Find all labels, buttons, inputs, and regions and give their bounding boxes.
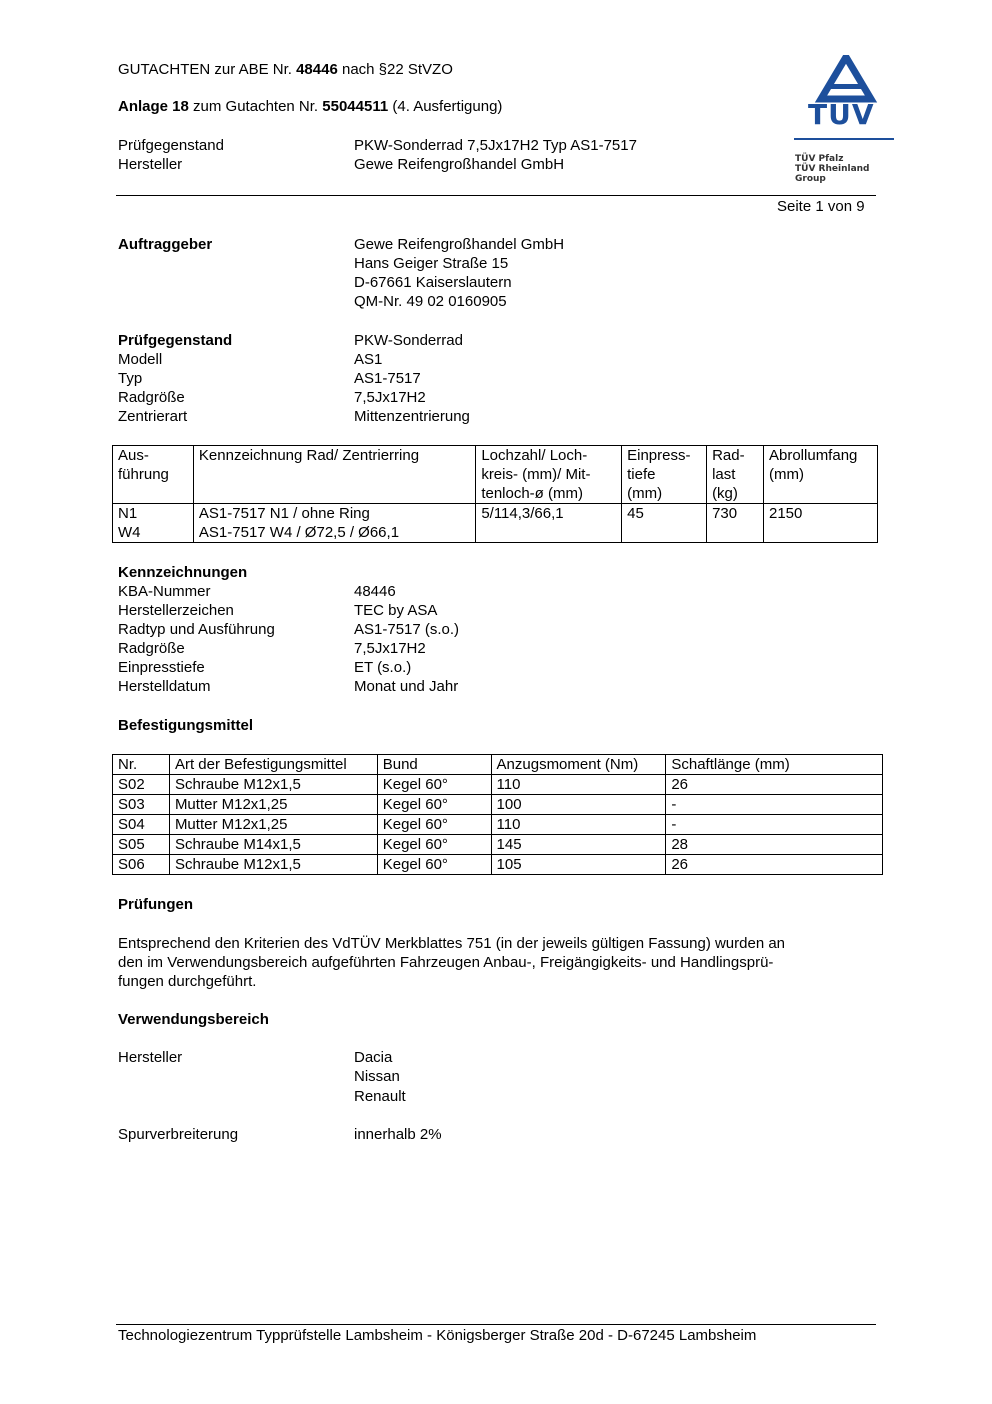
pruefgegenstand-value: PKW-Sonderrad <box>354 332 463 349</box>
table-cell: 110 <box>491 815 666 835</box>
abe-number: 48446 <box>296 61 338 78</box>
anlage-label: Anlage 18 <box>118 98 189 115</box>
hersteller-label: Hersteller <box>118 1049 183 1066</box>
table-cell: 45 <box>622 504 707 543</box>
table-cell: Schraube M12x1,5 <box>169 855 377 875</box>
table-cell: Mutter M12x1,25 <box>169 815 377 835</box>
tuv-pfalz-label: TÜV Pfalz <box>795 154 844 164</box>
paragraph-line: fungen durchgeführt. <box>118 973 257 990</box>
header-label: Prüfgegenstand <box>118 137 224 154</box>
table-cell: Kegel 60° <box>377 855 491 875</box>
table-row <box>113 835 883 855</box>
pruefgegenstand-label: Prüfgegenstand <box>118 332 233 349</box>
paragraph-line: den im Verwendungsbereich aufgeführten Fahrzeugen Anbau-, Freigängigkeits- und Handlingsprü- <box>118 954 774 971</box>
table-cell: - <box>666 815 883 835</box>
column-header: Kennzeichnung Rad/ Zentrierring <box>193 446 475 504</box>
column-header: Art der Befestigungsmittel <box>169 755 377 775</box>
table-row <box>113 775 883 795</box>
table-cell: 730 <box>707 504 764 543</box>
table-cell: Schraube M14x1,5 <box>169 835 377 855</box>
marking-label: Radtyp und Ausführung <box>118 621 275 638</box>
spec-label: Modell <box>118 351 163 368</box>
tuv-logo-rule <box>794 138 894 140</box>
column-header: Lochzahl/ Loch- kreis- (mm)/ Mit- tenloch-ø (mm) <box>476 446 622 504</box>
table-cell: Kegel 60° <box>377 775 491 795</box>
table-row <box>113 855 883 875</box>
pruefungen-paragraph <box>118 934 785 991</box>
table-cell: Schraube M12x1,5 <box>169 775 377 795</box>
spec-value: AS1-7517 <box>354 370 421 387</box>
anlage-mid: zum Gutachten Nr. <box>188 98 323 115</box>
header-rule <box>116 195 876 196</box>
spec-label: Zentrierart <box>118 408 188 425</box>
footer-text: Technologiezentrum Typprüfstelle Lambsheim - Königsberger Straße 20d - D-67245 Lambsheim <box>118 1327 757 1344</box>
header-title-line <box>118 60 453 79</box>
auftraggeber-line: D-67661 Kaiserslautern <box>354 274 512 291</box>
anlage-suffix: (4. Ausfertigung) <box>388 98 503 115</box>
table-row <box>113 795 883 815</box>
manufacturer-item: Dacia <box>354 1049 393 1066</box>
table-cell: 5/114,3/66,1 <box>476 504 622 543</box>
auftraggeber-line: Hans Geiger Straße 15 <box>354 255 509 272</box>
marking-label: Einpresstiefe <box>118 659 205 676</box>
table-cell: 145 <box>491 835 666 855</box>
auftraggeber-label: Auftraggeber <box>118 236 213 253</box>
footer-rule <box>116 1324 876 1325</box>
table-cell: S03 <box>113 795 170 815</box>
section-title: Kennzeichnungen <box>118 564 248 581</box>
table-cell: Kegel 60° <box>377 795 491 815</box>
column-header: Abrollumfang (mm) <box>764 446 878 504</box>
spec-value: Mittenzentrierung <box>354 408 470 425</box>
table-cell: S06 <box>113 855 170 875</box>
marking-value: Monat und Jahr <box>354 678 459 695</box>
table-cell: - <box>666 795 883 815</box>
header-title-suffix: nach §22 StVZO <box>337 61 453 78</box>
auftraggeber-line: QM-Nr. 49 02 0160905 <box>354 293 507 310</box>
spur-label: Spurverbreiterung <box>118 1126 239 1143</box>
table-cell: 100 <box>491 795 666 815</box>
page-number: Seite 1 von 9 <box>777 198 865 215</box>
table-cell: S02 <box>113 775 170 795</box>
marking-label: Herstelldatum <box>118 678 211 695</box>
section-title: Befestigungsmittel <box>118 717 254 734</box>
auftraggeber-line: Gewe Reifengroßhandel GmbH <box>354 236 565 253</box>
column-header: Schaftlänge (mm) <box>666 755 883 775</box>
table-cell: Kegel 60° <box>377 835 491 855</box>
table-cell: 2150 <box>764 504 878 543</box>
header-value: PKW-Sonderrad 7,5Jx17H2 Typ AS1-7517 <box>354 137 637 154</box>
marking-label: Radgröße <box>118 640 185 657</box>
table-cell: Mutter M12x1,25 <box>169 795 377 815</box>
marking-value: AS1-7517 (s.o.) <box>354 621 460 638</box>
table-row <box>113 504 878 543</box>
rad-table-header <box>113 446 878 504</box>
paragraph-line: Entsprechend den Kriterien des VdTÜV Merkblattes 751 (in der jeweils gültigen Fassung) wurden an <box>118 935 786 952</box>
header-label: Hersteller <box>118 156 183 173</box>
marking-value: ET (s.o.) <box>354 659 412 676</box>
marking-label: Herstellerzeichen <box>118 602 234 619</box>
marking-value: 48446 <box>354 583 396 600</box>
tuv-group-label: TÜV Rheinland Group <box>795 164 870 184</box>
spec-label: Typ <box>118 370 143 387</box>
table-row <box>113 815 883 835</box>
befestigung-table-header <box>113 755 883 775</box>
column-header: Nr. <box>113 755 170 775</box>
befestigung-table <box>112 754 883 875</box>
table-cell: 105 <box>491 855 666 875</box>
spec-value: AS1 <box>354 351 383 368</box>
section-title: Verwendungsbereich <box>118 1011 269 1028</box>
marking-value: TEC by ASA <box>354 602 438 619</box>
manufacturer-item: Nissan <box>354 1068 400 1085</box>
column-header: Einpress- tiefe (mm) <box>622 446 707 504</box>
table-cell: N1 W4 <box>113 504 194 543</box>
spec-value: 7,5Jx17H2 <box>354 389 426 406</box>
table-cell: 26 <box>666 775 883 795</box>
table-cell: S05 <box>113 835 170 855</box>
table-cell: S04 <box>113 815 170 835</box>
spec-label: Radgröße <box>118 389 185 406</box>
header-title-prefix: GUTACHTEN zur ABE Nr. <box>118 61 297 78</box>
table-cell: AS1-7517 N1 / ohne Ring AS1-7517 W4 / Ø72,5 / Ø66,1 <box>193 504 475 543</box>
column-header: Rad- last (kg) <box>707 446 764 504</box>
column-header: Anzugsmoment (Nm) <box>491 755 666 775</box>
anlage-line <box>118 97 502 116</box>
table-cell: Kegel 60° <box>377 815 491 835</box>
tuv-wordmark: TÜV <box>808 98 875 131</box>
table-cell: 26 <box>666 855 883 875</box>
spur-value: innerhalb 2% <box>354 1126 442 1143</box>
manufacturer-item: Renault <box>354 1088 406 1105</box>
marking-value: 7,5Jx17H2 <box>354 640 426 657</box>
table-cell: 110 <box>491 775 666 795</box>
column-header: Bund <box>377 755 491 775</box>
column-header: Aus- führung <box>113 446 194 504</box>
section-title: Prüfungen <box>118 896 193 913</box>
marking-label: KBA-Nummer <box>118 583 211 600</box>
table-cell: 28 <box>666 835 883 855</box>
header-value: Gewe Reifengroßhandel GmbH <box>354 156 565 173</box>
gutachten-number: 55044511 <box>322 98 389 115</box>
rad-table <box>112 445 878 543</box>
tuv-logo <box>794 55 898 184</box>
